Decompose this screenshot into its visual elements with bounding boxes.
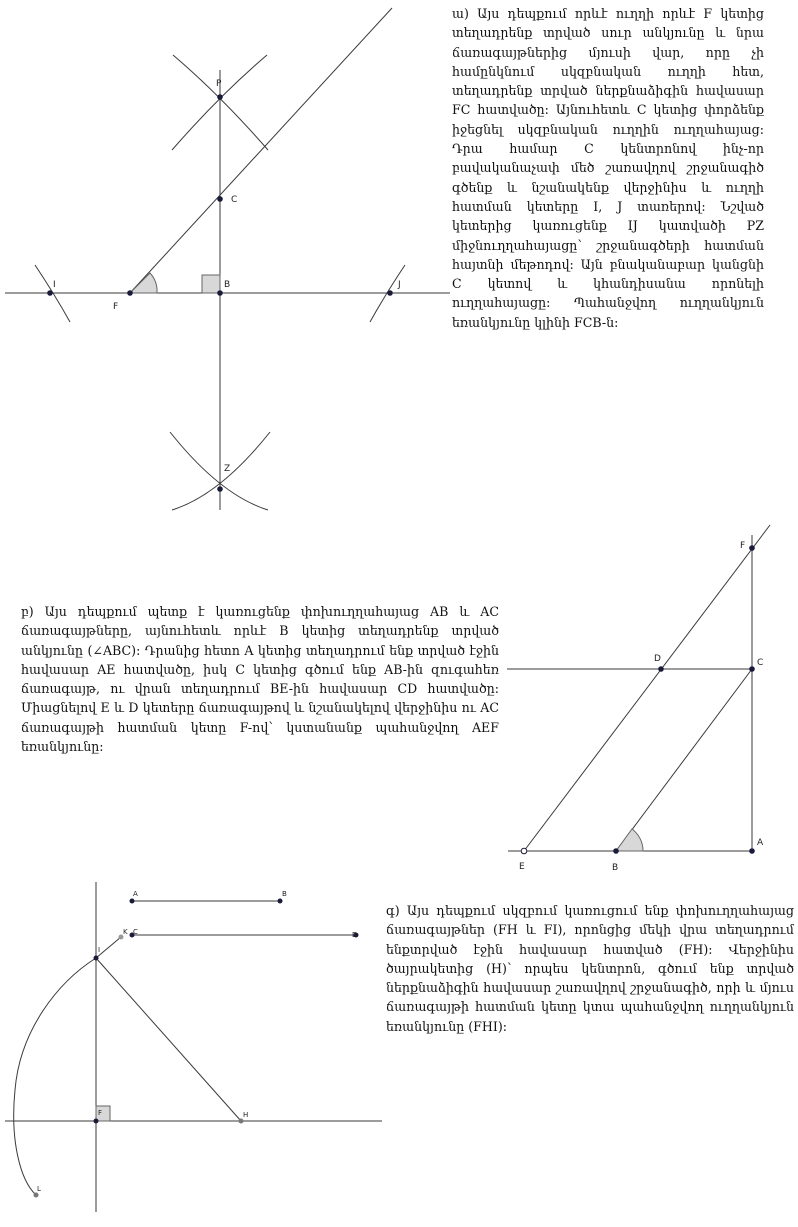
fig1-label-p: P — [216, 79, 222, 89]
fig3-arc-l — [14, 958, 96, 1195]
fig1-label-z: Z — [224, 464, 231, 474]
fig1-arc-z-left — [170, 432, 268, 510]
fig3-point-l — [34, 1193, 39, 1198]
figure-2 — [507, 525, 770, 851]
fig3-label-d: D — [352, 931, 358, 939]
fig3-point-a — [130, 899, 135, 904]
fig1-point-z — [217, 486, 223, 492]
fig2-point-c — [749, 666, 755, 672]
paragraph-c: գ) Այս դեպքում սկզբում կառուցում ենք փոխուղղահայաց ճառագայթներ (FH և FI), որոնցից մեկի վրա տեղադրում ենքտրված էջին հավասար հատված (FH): Վերջինիս ծայրակետից (H)՝ որպես կենտրոն, գծում ենք տրված ներքնաձիգին հավասար շառավղով շրջանագիծ, որի և մյուս ճառագայթի հատման կետը կտա պահանջվող ուղղանկյուն եռանկյունը (FHI): — [386, 903, 794, 1034]
fig1-angle-mark — [130, 273, 157, 293]
fig1-ray-fc — [130, 8, 392, 293]
figure-3 — [5, 882, 382, 1212]
fig1-label-b: B — [224, 280, 231, 290]
fig1-point-c — [217, 196, 223, 202]
fig2-ray-ef — [524, 525, 770, 851]
fig1-point-i — [47, 290, 53, 296]
fig2-label-d: D — [654, 654, 661, 664]
fig1-label-f: F — [113, 302, 119, 312]
fig2-segment-bc — [616, 669, 752, 851]
fig3-label-c: C — [133, 928, 138, 936]
fig3-point-f — [94, 1119, 99, 1124]
fig2-label-f: F — [740, 541, 746, 551]
fig2-point-b — [613, 848, 619, 854]
fig2-label-e: E — [519, 862, 525, 872]
fig3-hypotenuse-hi — [96, 958, 241, 1121]
fig3-label-k: K — [123, 928, 128, 936]
fig1-label-c: C — [231, 195, 238, 205]
fig3-label-a: A — [133, 890, 138, 898]
fig2-label-b: B — [612, 863, 619, 873]
fig1-point-b — [217, 290, 223, 296]
fig3-label-i: I — [98, 946, 101, 954]
paragraph-a: ա) Այս դեպքում որևէ ուղղի որևէ F կետից տեղադրենք տրված սուր անկյունը և նրա ճառագայթներից մյուսի վար, որը չի համընկնում սկզբնական ուղղի հետ, տեղադրենք տրված ներքնաձիգին հավասար FC հատվածը: Այնուհետև C կետից փորձենք իջեցնել սկզբնական ուղղին ուղղահայաց: Դրա համար C կենտրոնով ինչ-որ բավականաչափ մեծ շառավղով շրջանագիծ գծենք և նշանակենք վերջինիս և ուղղի հատման կետերը I, J տառերով: Նշված կետերից կառուցենք IJ կատվածի PZ միջնուղղահայացը՝ շրջանագծերի հատման հայտնի մեթոդով: Այն բնականաբար կանցնի C կետով և կհանդիսանա որոնելի ուղղահայացը: Պահանջվող ուղղանկյուն եռանկյունը կլինի FCB-ն: — [452, 6, 764, 330]
fig3-label-f: F — [98, 1109, 103, 1117]
figure-1 — [5, 8, 450, 510]
fig2-label-c: C — [757, 658, 764, 668]
fig2-point-e — [521, 848, 527, 854]
fig1-arc-z-right — [172, 432, 270, 510]
fig3-point-b — [278, 899, 283, 904]
fig3-label-l: L — [37, 1185, 41, 1193]
fig3-label-h: H — [243, 1111, 249, 1119]
fig1-point-p — [217, 94, 223, 100]
fig3-label-b: B — [282, 890, 287, 898]
fig2-point-d — [658, 666, 664, 672]
fig2-point-a — [749, 848, 755, 854]
fig1-right-angle-mark — [202, 275, 220, 293]
fig1-point-f — [127, 290, 133, 296]
paragraph-b: բ) Այս դեպքում պետք է կառուցենք փոխուղղահայաց AB և AC ճառագայթները, այնուհետև որևէ B կետից տեղադրենք տրված անկյունը (∠ABC): Դրանից հետո A կետից տեղադրում ենք տրված էջին հավասար AE հատվածը, իսկ C կետից գծում ենք AB-ին զուգահեռ ճառագայթ, ու վրան տեղադրում BE-ին հավասար CD հատվածը: Միացնելով E և D կետերը ճառագայթով և նշանակելով վերջինիս ու AC ճառագայթի հատման կետը F-ով՝ կստանանք պահանջվող AEF եռանկյունը: — [21, 604, 499, 755]
fig1-label-i: I — [53, 280, 56, 290]
fig3-point-i — [94, 956, 99, 961]
fig2-point-f — [749, 545, 755, 551]
fig1-label-j: J — [398, 280, 401, 290]
fig2-angle-mark — [616, 829, 643, 851]
fig1-point-j — [387, 290, 393, 296]
figure-3-points — [34, 899, 359, 1198]
fig3-point-h — [239, 1119, 244, 1124]
fig2-label-a: A — [757, 838, 764, 848]
